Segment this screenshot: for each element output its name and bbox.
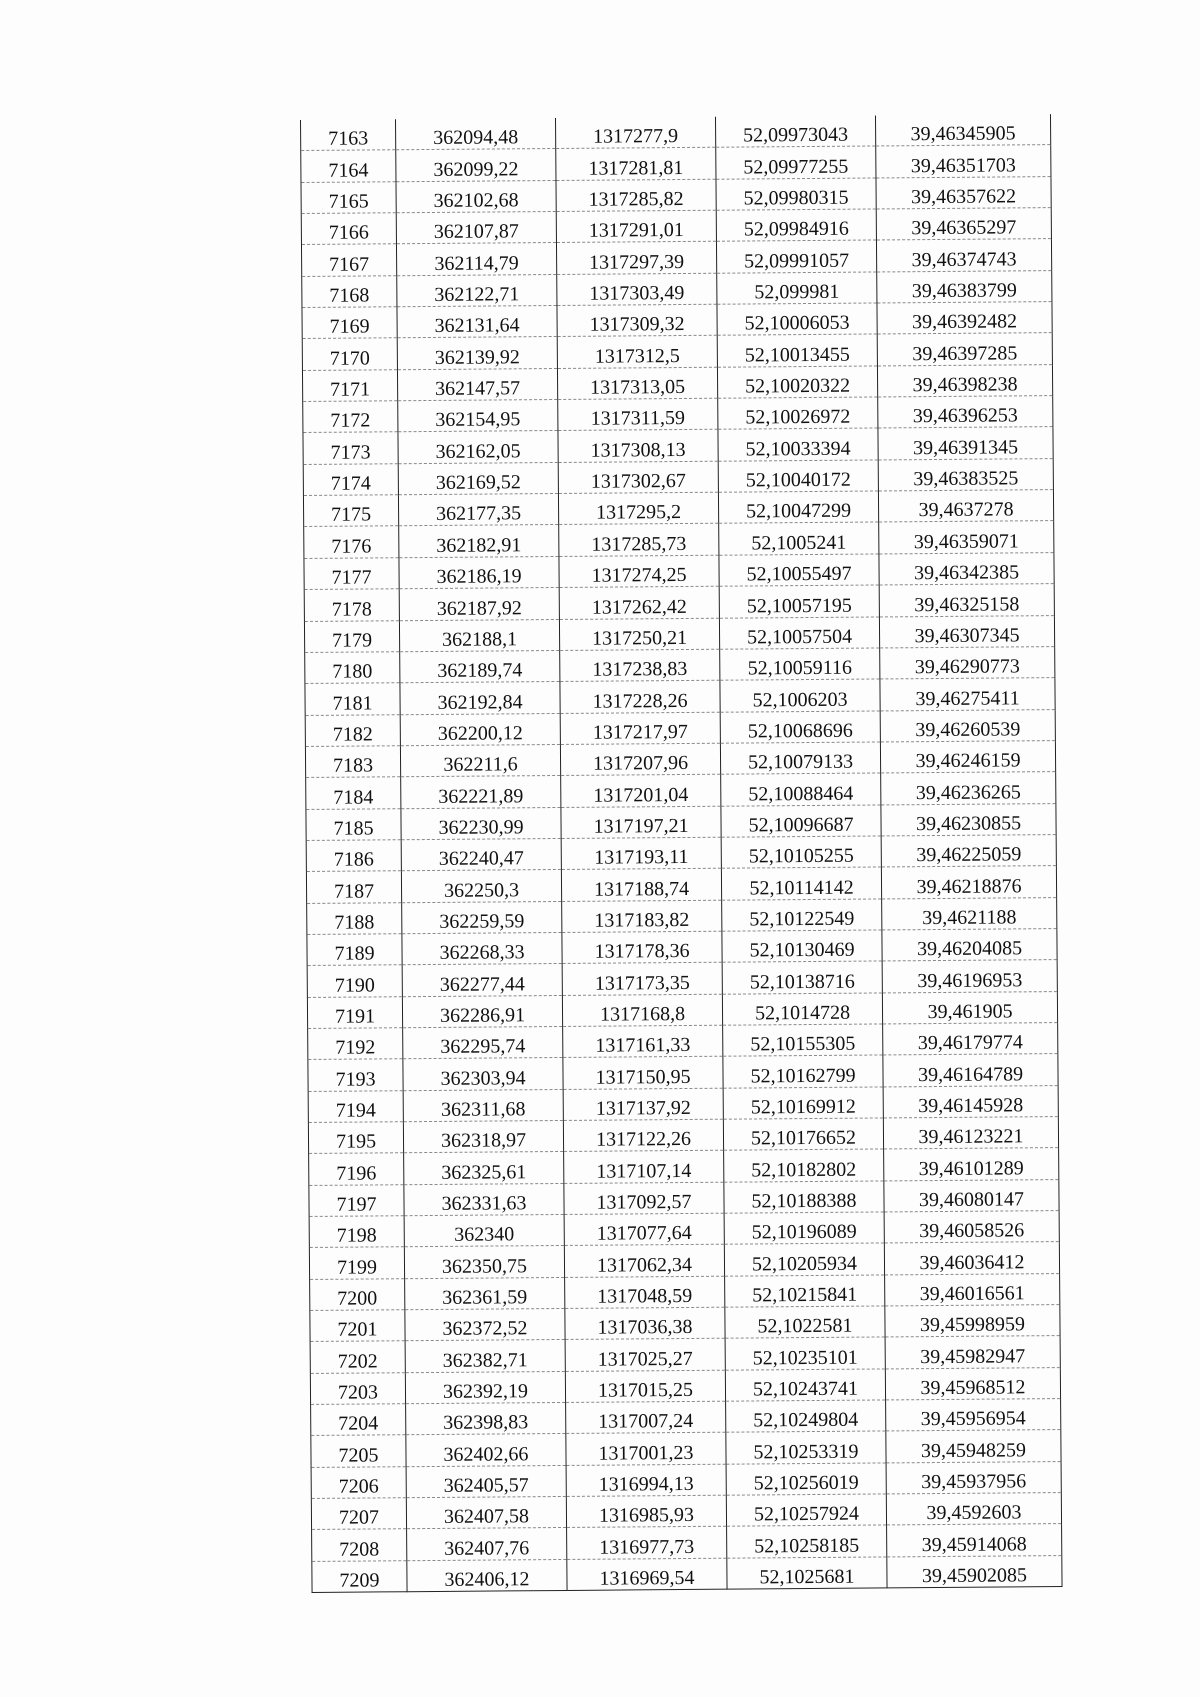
- point-number-cell: 7167: [301, 244, 396, 276]
- longitude-cell: 39,46398238: [877, 364, 1052, 397]
- latitude-cell: 52,10176652: [723, 1118, 883, 1151]
- latitude-cell: 52,10138716: [722, 961, 882, 994]
- latitude-cell: 52,10096687: [721, 805, 881, 838]
- longitude-cell: 39,46374743: [876, 239, 1051, 272]
- y-coordinate-cell: 1316969,54: [567, 1558, 727, 1591]
- table-row: [306, 803, 1056, 840]
- x-coordinate-cell: 362188,1: [399, 619, 559, 652]
- longitude-cell: 39,46260539: [880, 709, 1055, 742]
- point-number-cell: 7204: [311, 1404, 406, 1436]
- longitude-cell: 39,46275411: [880, 678, 1055, 711]
- table-row: [306, 866, 1056, 903]
- coordinates-table: [300, 114, 1063, 1593]
- latitude-cell: 52,099981: [717, 272, 877, 305]
- point-number-cell: 7185: [306, 808, 401, 840]
- y-coordinate-cell: 1317025,27: [565, 1339, 725, 1372]
- x-coordinate-cell: 362221,89: [401, 776, 561, 809]
- latitude-cell: 52,10249804: [726, 1400, 886, 1433]
- x-coordinate-cell: 362094,48: [395, 118, 555, 150]
- y-coordinate-cell: 1317007,24: [566, 1401, 726, 1434]
- latitude-cell: 52,10068696: [720, 710, 880, 743]
- longitude-cell: 39,46123221: [883, 1117, 1058, 1150]
- x-coordinate-cell: 362259,59: [402, 901, 562, 934]
- x-coordinate-cell: 362192,84: [400, 682, 560, 715]
- longitude-cell: 39,46359071: [879, 521, 1054, 554]
- x-coordinate-cell: 362311,68: [403, 1089, 563, 1122]
- longitude-cell: 39,46036412: [884, 1242, 1059, 1275]
- point-number-cell: 7190: [307, 965, 402, 997]
- latitude-cell: 52,09977255: [716, 146, 876, 179]
- x-coordinate-cell: 362402,66: [406, 1434, 566, 1467]
- table-row: [308, 1054, 1058, 1091]
- longitude-cell: 39,46179774: [883, 1023, 1058, 1056]
- y-coordinate-cell: 1317303,49: [557, 273, 717, 306]
- x-coordinate-cell: 362200,12: [400, 713, 560, 746]
- longitude-cell: 39,46101289: [884, 1148, 1059, 1181]
- y-coordinate-cell: 1317161,33: [563, 1025, 723, 1058]
- latitude-cell: 52,10205934: [724, 1243, 884, 1276]
- longitude-cell: 39,46164789: [883, 1054, 1058, 1087]
- y-coordinate-cell: 1317137,92: [563, 1088, 723, 1121]
- x-coordinate-cell: 362186,19: [399, 556, 559, 589]
- table-row: [309, 1179, 1059, 1216]
- point-number-cell: 7208: [312, 1529, 407, 1561]
- point-number-cell: 7187: [306, 871, 401, 903]
- latitude-cell: 52,10114142: [721, 867, 881, 900]
- x-coordinate-cell: 362131,64: [397, 306, 557, 339]
- longitude-cell: 39,45914068: [887, 1524, 1062, 1557]
- y-coordinate-cell: 1317297,39: [556, 242, 716, 275]
- point-number-cell: 7165: [301, 181, 396, 213]
- y-coordinate-cell: 1317274,25: [559, 555, 719, 588]
- point-number-cell: 7196: [309, 1153, 404, 1185]
- longitude-cell: 39,46351703: [876, 145, 1051, 178]
- longitude-cell: 39,46246159: [880, 740, 1055, 773]
- y-coordinate-cell: 1317311,59: [558, 398, 718, 431]
- latitude-cell: 52,10182802: [724, 1149, 884, 1182]
- point-number-cell: 7166: [301, 213, 396, 245]
- x-coordinate-cell: 362230,99: [401, 807, 561, 840]
- point-number-cell: 7192: [308, 1028, 403, 1060]
- point-number-cell: 7209: [312, 1561, 407, 1593]
- x-coordinate-cell: 362139,92: [397, 337, 557, 370]
- y-coordinate-cell: 1317295,2: [558, 492, 718, 525]
- point-number-cell: 7170: [302, 338, 397, 370]
- x-coordinate-cell: 362406,12: [407, 1559, 567, 1592]
- latitude-cell: 52,10257924: [726, 1494, 886, 1527]
- point-number-cell: 7179: [304, 620, 399, 652]
- y-coordinate-cell: 1317168,8: [562, 994, 722, 1027]
- longitude-cell: 39,46345905: [875, 114, 1050, 146]
- y-coordinate-cell: 1317122,26: [563, 1119, 723, 1152]
- latitude-cell: 52,10006053: [717, 303, 877, 336]
- table-row: [302, 364, 1052, 401]
- x-coordinate-cell: 362361,59: [405, 1277, 565, 1310]
- table-row: [310, 1367, 1060, 1404]
- point-number-cell: 7205: [311, 1435, 406, 1467]
- y-coordinate-cell: 1317291,01: [556, 210, 716, 243]
- latitude-cell: 52,10243741: [725, 1369, 885, 1402]
- latitude-cell: 52,10040172: [718, 460, 878, 493]
- y-coordinate-cell: 1317313,05: [557, 367, 717, 400]
- point-number-cell: 7175: [303, 495, 398, 527]
- x-coordinate-cell: 362211,6: [400, 744, 560, 777]
- y-coordinate-cell: 1317262,42: [559, 586, 719, 619]
- longitude-cell: 39,46236265: [881, 772, 1056, 805]
- y-coordinate-cell: 1317228,26: [560, 680, 720, 713]
- table-row: [305, 646, 1055, 683]
- y-coordinate-cell: 1317001,23: [566, 1433, 726, 1466]
- longitude-cell: 39,46196953: [882, 960, 1057, 993]
- x-coordinate-cell: 362318,97: [403, 1120, 563, 1153]
- x-coordinate-cell: 362250,3: [401, 870, 561, 903]
- longitude-cell: 39,46383799: [877, 270, 1052, 303]
- x-coordinate-cell: 362162,05: [398, 431, 558, 464]
- latitude-cell: 52,09980315: [716, 178, 876, 211]
- latitude-cell: 52,1025681: [727, 1557, 887, 1590]
- table-row: [303, 490, 1053, 527]
- point-number-cell: 7164: [301, 150, 396, 182]
- coordinates-table-body: [300, 114, 1062, 1593]
- point-number-cell: 7201: [310, 1310, 405, 1342]
- longitude-cell: 39,46290773: [880, 646, 1055, 679]
- point-number-cell: 7186: [306, 840, 401, 872]
- table-row: [304, 521, 1054, 558]
- x-coordinate-cell: 362407,58: [406, 1497, 566, 1530]
- table-row: [303, 458, 1053, 495]
- y-coordinate-cell: 1317197,21: [561, 806, 721, 839]
- longitude-cell: 39,46145928: [883, 1085, 1058, 1118]
- y-coordinate-cell: 1317309,32: [557, 304, 717, 337]
- point-number-cell: 7181: [305, 683, 400, 715]
- point-number-cell: 7182: [305, 714, 400, 746]
- latitude-cell: 52,10256019: [726, 1463, 886, 1496]
- x-coordinate-cell: 362187,92: [399, 588, 559, 621]
- longitude-cell: 39,46357622: [876, 176, 1051, 209]
- x-coordinate-cell: 362382,71: [405, 1340, 565, 1373]
- point-number-cell: 7168: [302, 275, 397, 307]
- point-number-cell: 7174: [303, 464, 398, 496]
- latitude-cell: 52,10253319: [726, 1431, 886, 1464]
- x-coordinate-cell: 362189,74: [400, 650, 560, 683]
- x-coordinate-cell: 362154,95: [398, 400, 558, 433]
- table-row: [301, 176, 1051, 213]
- point-number-cell: 7173: [303, 432, 398, 464]
- y-coordinate-cell: 1317302,67: [558, 461, 718, 494]
- point-number-cell: 7169: [302, 307, 397, 339]
- latitude-cell: 52,10162799: [723, 1055, 883, 1088]
- point-number-cell: 7191: [307, 996, 402, 1028]
- longitude-cell: 39,45902085: [887, 1555, 1062, 1588]
- x-coordinate-cell: 362372,52: [405, 1309, 565, 1342]
- longitude-cell: 39,46396253: [878, 396, 1053, 429]
- latitude-cell: 52,10130469: [722, 930, 882, 963]
- longitude-cell: 39,45937956: [886, 1461, 1061, 1494]
- y-coordinate-cell: 1317285,73: [559, 524, 719, 557]
- point-number-cell: 7197: [309, 1184, 404, 1216]
- latitude-cell: 52,10057504: [719, 616, 879, 649]
- point-number-cell: 7178: [304, 589, 399, 621]
- latitude-cell: 52,10088464: [721, 773, 881, 806]
- x-coordinate-cell: 362114,79: [396, 243, 556, 276]
- longitude-cell: 39,46218876: [881, 866, 1056, 899]
- table-row: [310, 1273, 1060, 1310]
- latitude-cell: 52,10188388: [724, 1181, 884, 1214]
- x-coordinate-cell: 362122,71: [397, 274, 557, 307]
- point-number-cell: 7200: [310, 1278, 405, 1310]
- point-number-cell: 7163: [300, 119, 395, 151]
- x-coordinate-cell: 362392,19: [405, 1371, 565, 1404]
- longitude-cell: 39,46392482: [877, 302, 1052, 335]
- point-number-cell: 7184: [306, 777, 401, 809]
- latitude-cell: 52,10057195: [719, 585, 879, 618]
- x-coordinate-cell: 362398,83: [406, 1403, 566, 1436]
- y-coordinate-cell: 1316985,93: [566, 1495, 726, 1528]
- table-row: [304, 584, 1054, 621]
- y-coordinate-cell: 1316994,13: [566, 1464, 726, 1497]
- latitude-cell: 52,10155305: [723, 1024, 883, 1057]
- x-coordinate-cell: 362102,68: [396, 180, 556, 213]
- point-number-cell: 7188: [307, 902, 402, 934]
- x-coordinate-cell: 362277,44: [402, 964, 562, 997]
- latitude-cell: 52,10033394: [718, 428, 878, 461]
- table-row: [309, 1211, 1059, 1248]
- y-coordinate-cell: 1317048,59: [565, 1276, 725, 1309]
- table-row: [300, 114, 1050, 151]
- latitude-cell: 52,1022581: [725, 1306, 885, 1339]
- longitude-cell: 39,46230855: [881, 803, 1056, 836]
- x-coordinate-cell: 362303,94: [403, 1058, 563, 1091]
- table-row: [307, 991, 1057, 1028]
- table-row: [301, 208, 1051, 245]
- point-number-cell: 7172: [303, 401, 398, 433]
- table-row: [305, 740, 1055, 777]
- y-coordinate-cell: 1317062,34: [564, 1245, 724, 1278]
- longitude-cell: 39,46016561: [885, 1273, 1060, 1306]
- y-coordinate-cell: 1316977,73: [567, 1527, 727, 1560]
- point-number-cell: 7203: [310, 1372, 405, 1404]
- longitude-cell: 39,45968512: [885, 1367, 1060, 1400]
- table-row: [310, 1305, 1060, 1342]
- x-coordinate-cell: 362295,74: [403, 1026, 563, 1059]
- longitude-cell: 39,46342385: [879, 552, 1054, 585]
- x-coordinate-cell: 362340: [404, 1214, 564, 1247]
- x-coordinate-cell: 362331,63: [404, 1183, 564, 1216]
- latitude-cell: 52,10020322: [717, 366, 877, 399]
- table-row: [311, 1399, 1061, 1436]
- y-coordinate-cell: 1317107,14: [564, 1151, 724, 1184]
- x-coordinate-cell: 362268,33: [402, 932, 562, 965]
- point-number-cell: 7194: [308, 1090, 403, 1122]
- longitude-cell: 39,46225059: [881, 834, 1056, 867]
- point-number-cell: 7193: [308, 1059, 403, 1091]
- table-row: [310, 1336, 1060, 1373]
- table-row: [307, 897, 1057, 934]
- table-row: [305, 678, 1055, 715]
- latitude-cell: 52,10196089: [724, 1212, 884, 1245]
- table-row: [308, 1085, 1058, 1122]
- x-coordinate-cell: 362286,91: [402, 995, 562, 1028]
- longitude-cell: 39,45956954: [886, 1399, 1061, 1432]
- longitude-cell: 39,46307345: [879, 615, 1054, 648]
- latitude-cell: 52,10169912: [723, 1087, 883, 1120]
- x-coordinate-cell: 362407,76: [407, 1528, 567, 1561]
- latitude-cell: 52,10235101: [725, 1337, 885, 1370]
- table-row: [304, 552, 1054, 589]
- latitude-cell: 52,1014728: [722, 993, 882, 1026]
- y-coordinate-cell: 1317173,35: [562, 962, 722, 995]
- table-row: [311, 1430, 1061, 1467]
- longitude-cell: 39,46391345: [878, 427, 1053, 460]
- table-row: [307, 929, 1057, 966]
- y-coordinate-cell: 1317193,11: [561, 837, 721, 870]
- table-row: [311, 1493, 1061, 1530]
- x-coordinate-cell: 362107,87: [396, 212, 556, 245]
- y-coordinate-cell: 1317285,82: [556, 179, 716, 212]
- y-coordinate-cell: 1317015,25: [565, 1370, 725, 1403]
- point-number-cell: 7195: [308, 1122, 403, 1154]
- latitude-cell: 52,10105255: [721, 836, 881, 869]
- y-coordinate-cell: 1317201,04: [561, 774, 721, 807]
- y-coordinate-cell: 1317178,36: [562, 931, 722, 964]
- x-coordinate-cell: 362350,75: [404, 1246, 564, 1279]
- y-coordinate-cell: 1317188,74: [561, 868, 721, 901]
- table-row: [302, 270, 1052, 307]
- x-coordinate-cell: 362099,22: [396, 149, 556, 182]
- x-coordinate-cell: 362405,57: [406, 1465, 566, 1498]
- latitude-cell: 52,10215841: [725, 1275, 885, 1308]
- x-coordinate-cell: 362169,52: [398, 462, 558, 495]
- x-coordinate-cell: 362325,61: [404, 1152, 564, 1185]
- longitude-cell: 39,45998959: [885, 1305, 1060, 1338]
- point-number-cell: 7176: [304, 526, 399, 558]
- table-row: [308, 1117, 1058, 1154]
- table-row: [303, 427, 1053, 464]
- latitude-cell: 52,09991057: [716, 240, 876, 273]
- y-coordinate-cell: 1317036,38: [565, 1307, 725, 1340]
- table-row: [309, 1242, 1059, 1279]
- longitude-cell: 39,45948259: [886, 1430, 1061, 1463]
- table-row: [303, 396, 1053, 433]
- latitude-cell: 52,10013455: [717, 334, 877, 367]
- y-coordinate-cell: 1317092,57: [564, 1182, 724, 1215]
- latitude-cell: 52,09973043: [715, 115, 875, 147]
- longitude-cell: 39,46365297: [876, 208, 1051, 241]
- y-coordinate-cell: 1317312,5: [557, 336, 717, 369]
- table-row: [301, 145, 1051, 182]
- table-row: [301, 239, 1051, 276]
- point-number-cell: 7183: [305, 746, 400, 778]
- y-coordinate-cell: 1317281,81: [556, 148, 716, 181]
- longitude-cell: 39,46058526: [884, 1211, 1059, 1244]
- y-coordinate-cell: 1317217,97: [560, 712, 720, 745]
- latitude-cell: 52,10079133: [720, 742, 880, 775]
- longitude-cell: 39,46080147: [884, 1179, 1059, 1212]
- x-coordinate-cell: 362177,35: [398, 494, 558, 527]
- latitude-cell: 52,10026972: [718, 397, 878, 430]
- table-row: [306, 772, 1056, 809]
- x-coordinate-cell: 362147,57: [397, 368, 557, 401]
- table-row: [305, 709, 1055, 746]
- y-coordinate-cell: 1317250,21: [559, 618, 719, 651]
- latitude-cell: 52,10122549: [722, 899, 882, 932]
- longitude-cell: 39,46325158: [879, 584, 1054, 617]
- longitude-cell: 39,46397285: [877, 333, 1052, 366]
- table-row: [302, 333, 1052, 370]
- point-number-cell: 7177: [304, 558, 399, 590]
- longitude-cell: 39,46383525: [878, 458, 1053, 491]
- y-coordinate-cell: 1317207,96: [560, 743, 720, 776]
- table-row: [302, 302, 1052, 339]
- latitude-cell: 52,10047299: [718, 491, 878, 524]
- table-row: [312, 1524, 1062, 1561]
- table-row: [307, 960, 1057, 997]
- longitude-cell: 39,4637278: [878, 490, 1053, 523]
- point-number-cell: 7189: [307, 934, 402, 966]
- longitude-cell: 39,461905: [882, 991, 1057, 1024]
- y-coordinate-cell: 1317150,95: [563, 1057, 723, 1090]
- latitude-cell: 52,10059116: [720, 648, 880, 681]
- y-coordinate-cell: 1317183,82: [562, 900, 722, 933]
- point-number-cell: 7207: [311, 1498, 406, 1530]
- y-coordinate-cell: 1317077,64: [564, 1213, 724, 1246]
- latitude-cell: 52,10258185: [727, 1525, 887, 1558]
- y-coordinate-cell: 1317238,83: [560, 649, 720, 682]
- point-number-cell: 7180: [305, 652, 400, 684]
- table-row: [311, 1461, 1061, 1498]
- x-coordinate-cell: 362182,91: [399, 525, 559, 558]
- point-number-cell: 7171: [302, 369, 397, 401]
- longitude-cell: 39,45982947: [885, 1336, 1060, 1369]
- table-row: [309, 1148, 1059, 1185]
- latitude-cell: 52,1005241: [719, 522, 879, 555]
- table-row: [308, 1023, 1058, 1060]
- y-coordinate-cell: 1317308,13: [558, 430, 718, 463]
- table-row: [312, 1555, 1062, 1592]
- x-coordinate-cell: 362240,47: [401, 838, 561, 871]
- point-number-cell: 7206: [311, 1466, 406, 1498]
- longitude-cell: 39,4592603: [886, 1493, 1061, 1526]
- longitude-cell: 39,4621188: [882, 897, 1057, 930]
- y-coordinate-cell: 1317277,9: [555, 117, 715, 149]
- point-number-cell: 7199: [309, 1247, 404, 1279]
- latitude-cell: 52,10055497: [719, 554, 879, 587]
- point-number-cell: 7202: [310, 1341, 405, 1373]
- latitude-cell: 52,09984916: [716, 209, 876, 242]
- table-row: [304, 615, 1054, 652]
- table-row: [306, 834, 1056, 871]
- longitude-cell: 39,46204085: [882, 929, 1057, 962]
- point-number-cell: 7198: [309, 1216, 404, 1248]
- latitude-cell: 52,1006203: [720, 679, 880, 712]
